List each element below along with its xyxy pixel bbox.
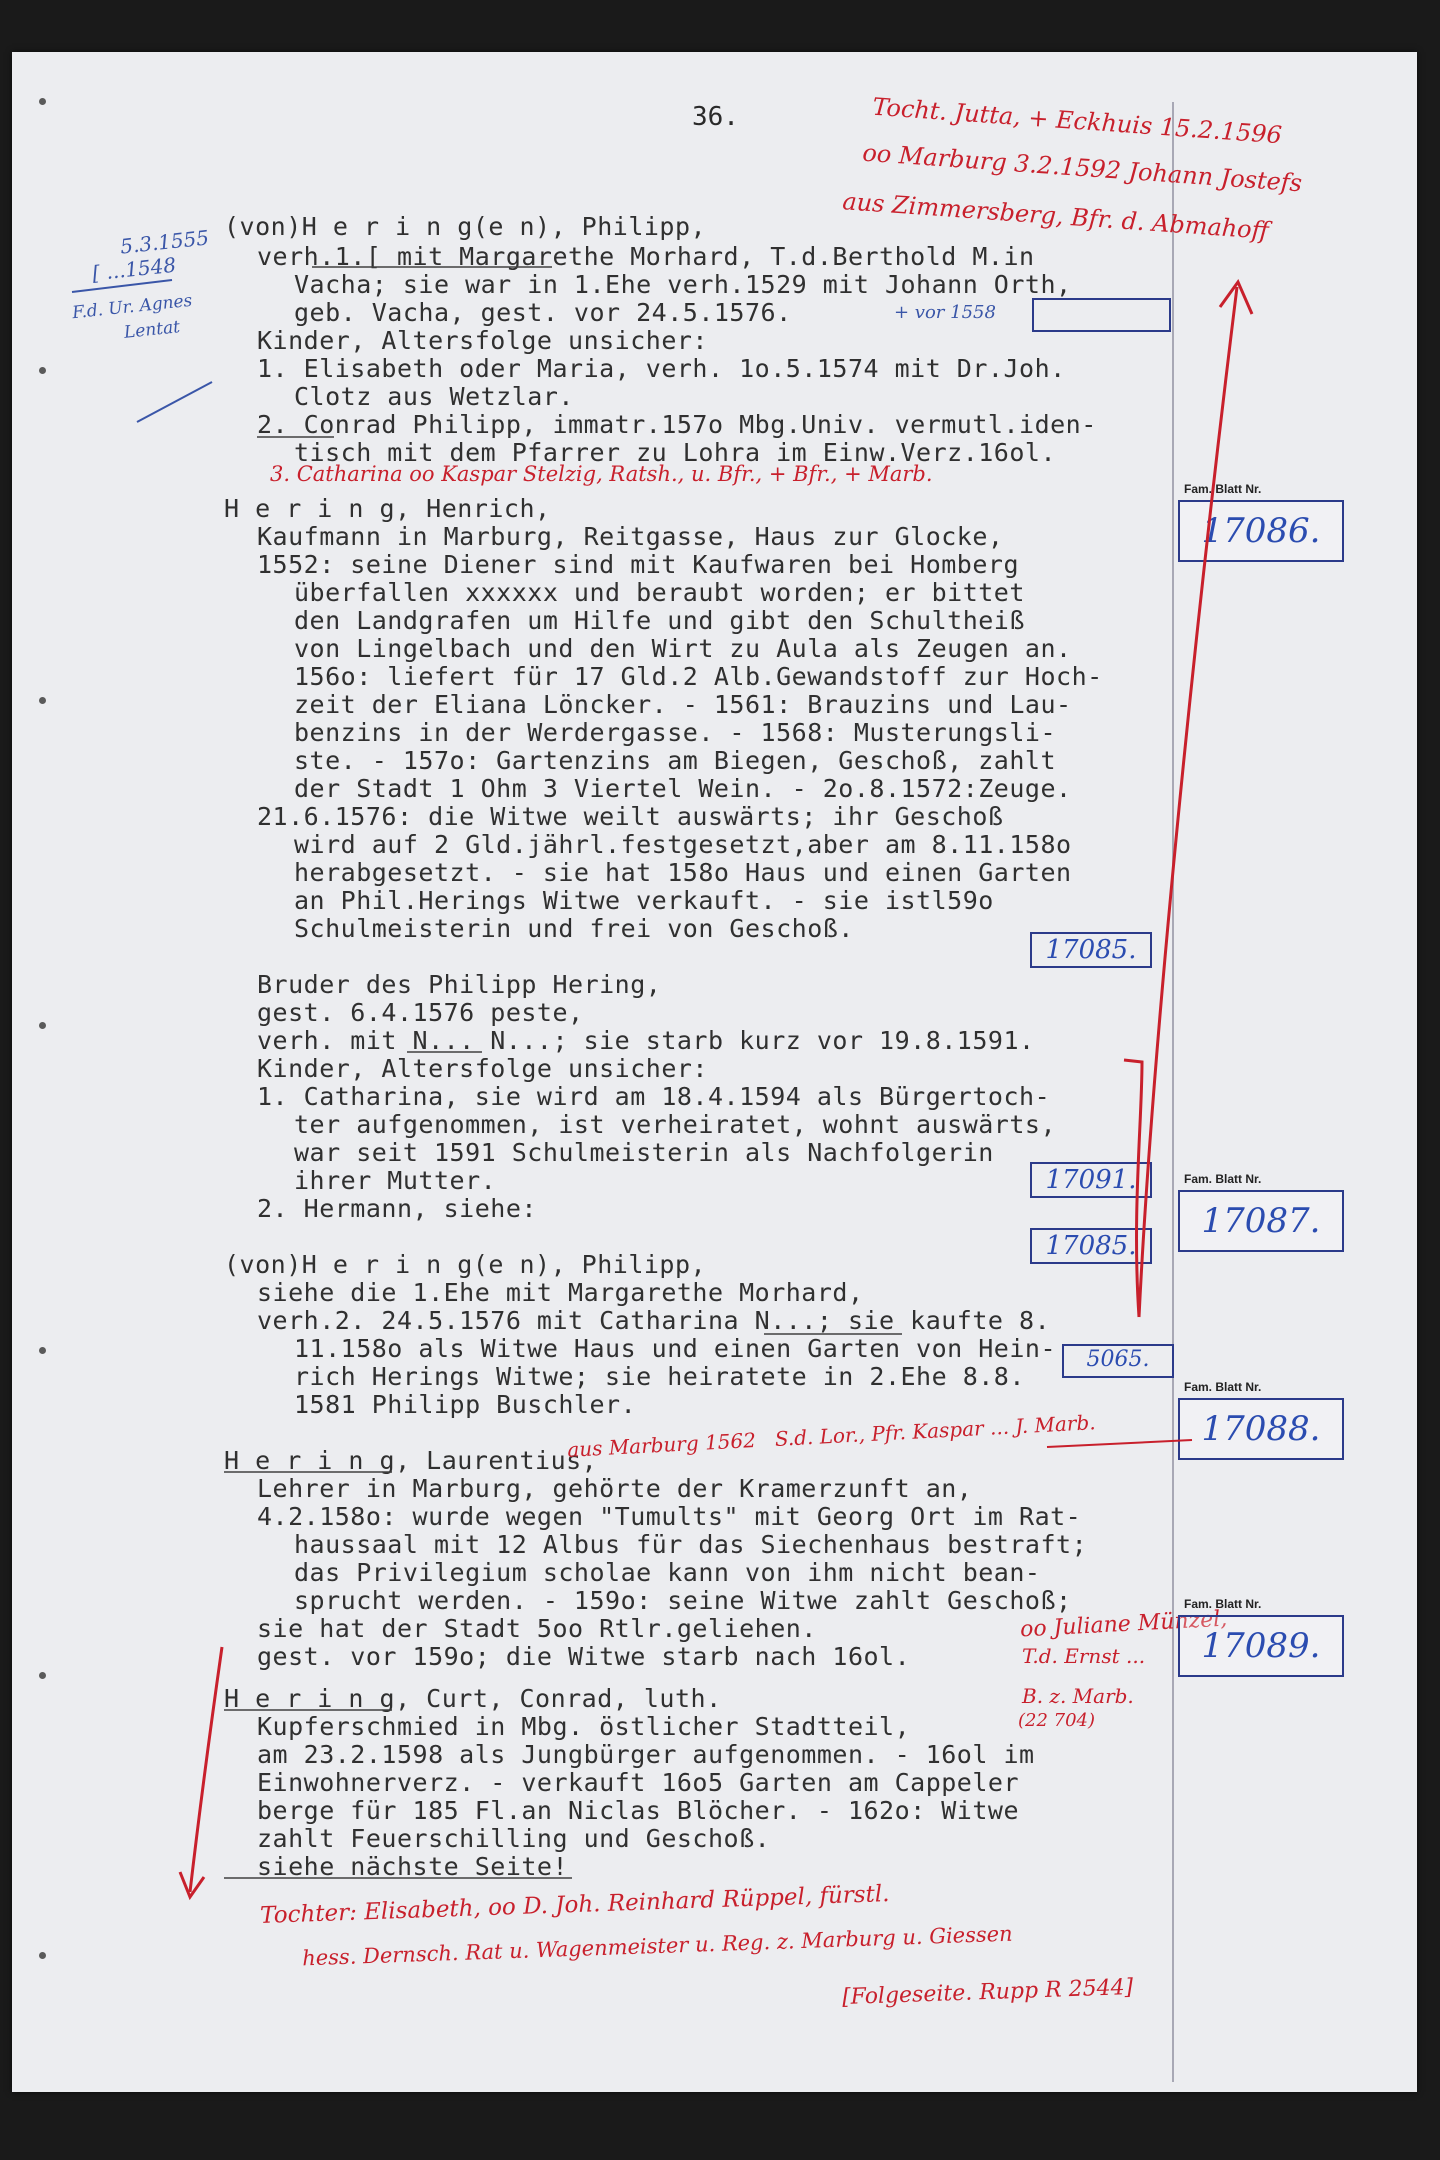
entry-line: 156o: liefert für 17 Gld.2 Alb.Gewandstoff zur Hoch- [294, 662, 1103, 691]
annotation-red-bottom-1: Tochter: Elisabeth, oo D. Joh. Reinhard Rüppel, fürstl. [259, 1881, 890, 1929]
entry-line: 21.6.1576: die Witwe weilt auswärts; ihr Geschoß [257, 802, 1004, 831]
entry-line: herabgesetzt. - sie hat 158o Haus und einen Garten [294, 858, 1072, 887]
annotation-red-bottom-3: [Folgeseite. Rupp R 2544] [841, 1974, 1134, 2011]
annotation-red-top-1: Tocht. Jutta, + Eckhuis 15.2.1596 [871, 92, 1283, 150]
entry-line: verh.1.[ mit Margarethe Morhard, T.d.Berthold M.in [257, 242, 1035, 271]
entry-line: sie hat der Stadt 5oo Rtlr.geliehen. [257, 1614, 817, 1643]
annotation-red-curt-2: (22 704) [1018, 1710, 1096, 1731]
entry-line: ter aufgenommen, ist verheiratet, wohnt auswärts, [294, 1110, 1057, 1139]
entry-line: rich Herings Witwe; sie heiratete in 2.Ehe 8.8. [294, 1362, 1025, 1391]
entry-heading: H e r i n g, Laurentius, [224, 1446, 598, 1475]
entry-line: haussaal mit 12 Albus für das Siechenhaus bestraft; [294, 1530, 1088, 1559]
entry-line: zahlt Feuerschilling und Geschoß. [257, 1824, 771, 1853]
annotation-red-top-2: oo Marburg 3.2.1592 Johann Jostefs [861, 138, 1303, 198]
annotation-red-juliana-1: oo Juliane Münzel, [1019, 1606, 1228, 1643]
stamp-label: Fam. Blatt Nr. [1184, 1597, 1262, 1611]
entry-line: 4.2.158o: wurde wegen "Tumults" mit Georg Ort im Rat- [257, 1502, 1082, 1531]
stamp-number-box: 17086. [1178, 500, 1344, 562]
entry-line: 1. Catharina, sie wird am 18.4.1594 als Bürgertoch- [257, 1082, 1051, 1111]
document-page [12, 52, 1417, 2092]
page-number: 36. [692, 102, 739, 132]
entry-heading: H e r i n g, Curt, Conrad, luth. [224, 1684, 722, 1713]
entry-heading: (von)H e r i n g(e n), Philipp, [224, 1250, 707, 1279]
annotation-lines [12, 52, 1417, 2092]
entry-line: das Privilegium scholae kann von ihm nicht bean- [294, 1558, 1041, 1587]
annotation-blue-margin-1: 5.3.1555 [118, 225, 211, 259]
entry-line: verh.2. 24.5.1576 mit Catharina N...; sie kaufte 8. [257, 1306, 1051, 1335]
ref-box: 5065. [1062, 1344, 1174, 1378]
stamp-label: Fam. Blatt Nr. [1184, 1172, 1262, 1186]
entry-line: geb. Vacha, gest. vor 24.5.1576. [294, 298, 792, 327]
entry-line: berge für 185 Fl.an Niclas Blöcher. - 162o: Witwe [257, 1796, 1020, 1825]
annotation-blue-margin-3: F.d. Ur. Agnes [71, 290, 194, 324]
annotation-red-laurentius: aus Marburg 1562 S.d. Lor., Pfr. Kaspar ... J. Marb. [566, 1410, 1097, 1462]
entry-line: von Lingelbach und den Wirt zu Aula als Zeugen an. [294, 634, 1072, 663]
ref-box: 17091. [1030, 1162, 1152, 1198]
entry-line: Bruder des Philipp Hering, [257, 970, 662, 999]
entry-line: Clotz aus Wetzlar. [294, 382, 574, 411]
annotation-red-top-3: aus Zimmersberg, Bfr. d. Abmahoff [841, 187, 1270, 245]
entry-line: Kupferschmied in Mbg. östlicher Stadtteil, [257, 1712, 911, 1741]
annotation-red-juliana-2: T.d. Ernst ... [1022, 1644, 1146, 1668]
entry-heading: (von)H e r i n g(e n), Philipp, [224, 212, 707, 241]
entry-line: benzins in der Werdergasse. - 1568: Musterungsli- [294, 718, 1057, 747]
entry-line: Einwohnerverz. - verkauft 16o5 Garten am Cappeler [257, 1768, 1020, 1797]
entry-line: war seit 1591 Schulmeisterin als Nachfolgerin [294, 1138, 994, 1167]
entry-line: zeit der Eliana Löncker. - 1561: Brauzins und Lau- [294, 690, 1072, 719]
annotation-blue-margin-2: [ ...1548 [90, 252, 178, 286]
stamp-number-box: 17087. [1178, 1190, 1344, 1252]
entry-line: Kaufmann in Marburg, Reitgasse, Haus zur Glocke, [257, 522, 1004, 551]
entry-line: Kinder, Altersfolge unsicher: [257, 1054, 708, 1083]
entry-line: 2. Hermann, siehe: [257, 1194, 537, 1223]
annotation-blue-margin-4: Lentat [123, 317, 182, 343]
entry-line: 1552: seine Diener sind mit Kaufwaren bei Homberg [257, 550, 1020, 579]
entry-line: Vacha; sie war in 1.Ehe verh.1529 mit Johann Orth, [294, 270, 1072, 299]
entry-line: gest. 6.4.1576 peste, [257, 998, 584, 1027]
annotation-red-curt-1: B. z. Marb. [1022, 1684, 1134, 1708]
ref-box: 17085. [1030, 1228, 1152, 1264]
annotation-blue-inline: + vor 1558 [894, 302, 996, 323]
annotation-red-bottom-2: hess. Dernsch. Rat u. Wagenmeister u. Reg. z. Marburg u. Giessen [301, 1921, 1014, 1971]
entry-line: 11.158o als Witwe Haus und einen Garten von Hein- [294, 1334, 1057, 1363]
stamp-label: Fam. Blatt Nr. [1184, 1380, 1262, 1394]
entry-line: 1581 Philipp Buschler. [294, 1390, 637, 1419]
entry-line: am 23.2.1598 als Jungbürger aufgenommen. - 16ol im [257, 1740, 1035, 1769]
entry-line: der Stadt 1 Ohm 3 Viertel Wein. - 2o.8.1572:Zeuge. [294, 774, 1072, 803]
entry-line: 1. Elisabeth oder Maria, verh. 1o.5.1574 mit Dr.Joh. [257, 354, 1066, 383]
entry-line: den Landgrafen um Hilfe und gibt den Schultheiß [294, 606, 1025, 635]
entry-line: tisch mit dem Pfarrer zu Lohra im Einw.Verz.16ol. [294, 438, 1057, 467]
entry-line: ihrer Mutter. [294, 1166, 497, 1195]
entry-line: sprucht werden. - 159o: seine Witwe zahlt Geschoß; [294, 1586, 1072, 1615]
entry-line: Lehrer in Marburg, gehörte der Kramerzunft an, [257, 1474, 973, 1503]
annotation-red-catharina: 3. Catharina oo Kaspar Stelzig, Ratsh., u. Bfr., + Bfr., + Marb. [270, 462, 933, 486]
entry-line: Kinder, Altersfolge unsicher: [257, 326, 708, 355]
entry-line: siehe die 1.Ehe mit Margarethe Morhard, [257, 1278, 864, 1307]
entry-line: Schulmeisterin und frei von Geschoß. [294, 914, 854, 943]
entry-line: gest. vor 159o; die Witwe starb nach 16ol. [257, 1642, 911, 1671]
entry-line: an Phil.Herings Witwe verkauft. - sie istl59o [294, 886, 994, 915]
entry-line: siehe nächste Seite! [257, 1852, 569, 1881]
entry-line: überfallen xxxxxx und beraubt worden; er bittet [294, 578, 1025, 607]
stamp-number-box: 17088. [1178, 1398, 1344, 1460]
entry-line: wird auf 2 Gld.jährl.festgesetzt,aber am 8.11.158o [294, 830, 1072, 859]
entry-line: 2. Conrad Philipp, immatr.157o Mbg.Univ. vermutl.iden- [257, 410, 1097, 439]
entry-heading: H e r i n g, Henrich, [224, 494, 551, 523]
stamp-label: Fam. Blatt Nr. [1184, 482, 1262, 496]
entry-line: verh. mit N... N...; sie starb kurz vor 19.8.1591. [257, 1026, 1035, 1055]
ref-box: 17085. [1030, 932, 1152, 968]
entry-line: ste. - 157o: Gartenzins am Biegen, Geschoß, zahlt [294, 746, 1057, 775]
stamp-number-box: 17089. [1178, 1615, 1344, 1677]
